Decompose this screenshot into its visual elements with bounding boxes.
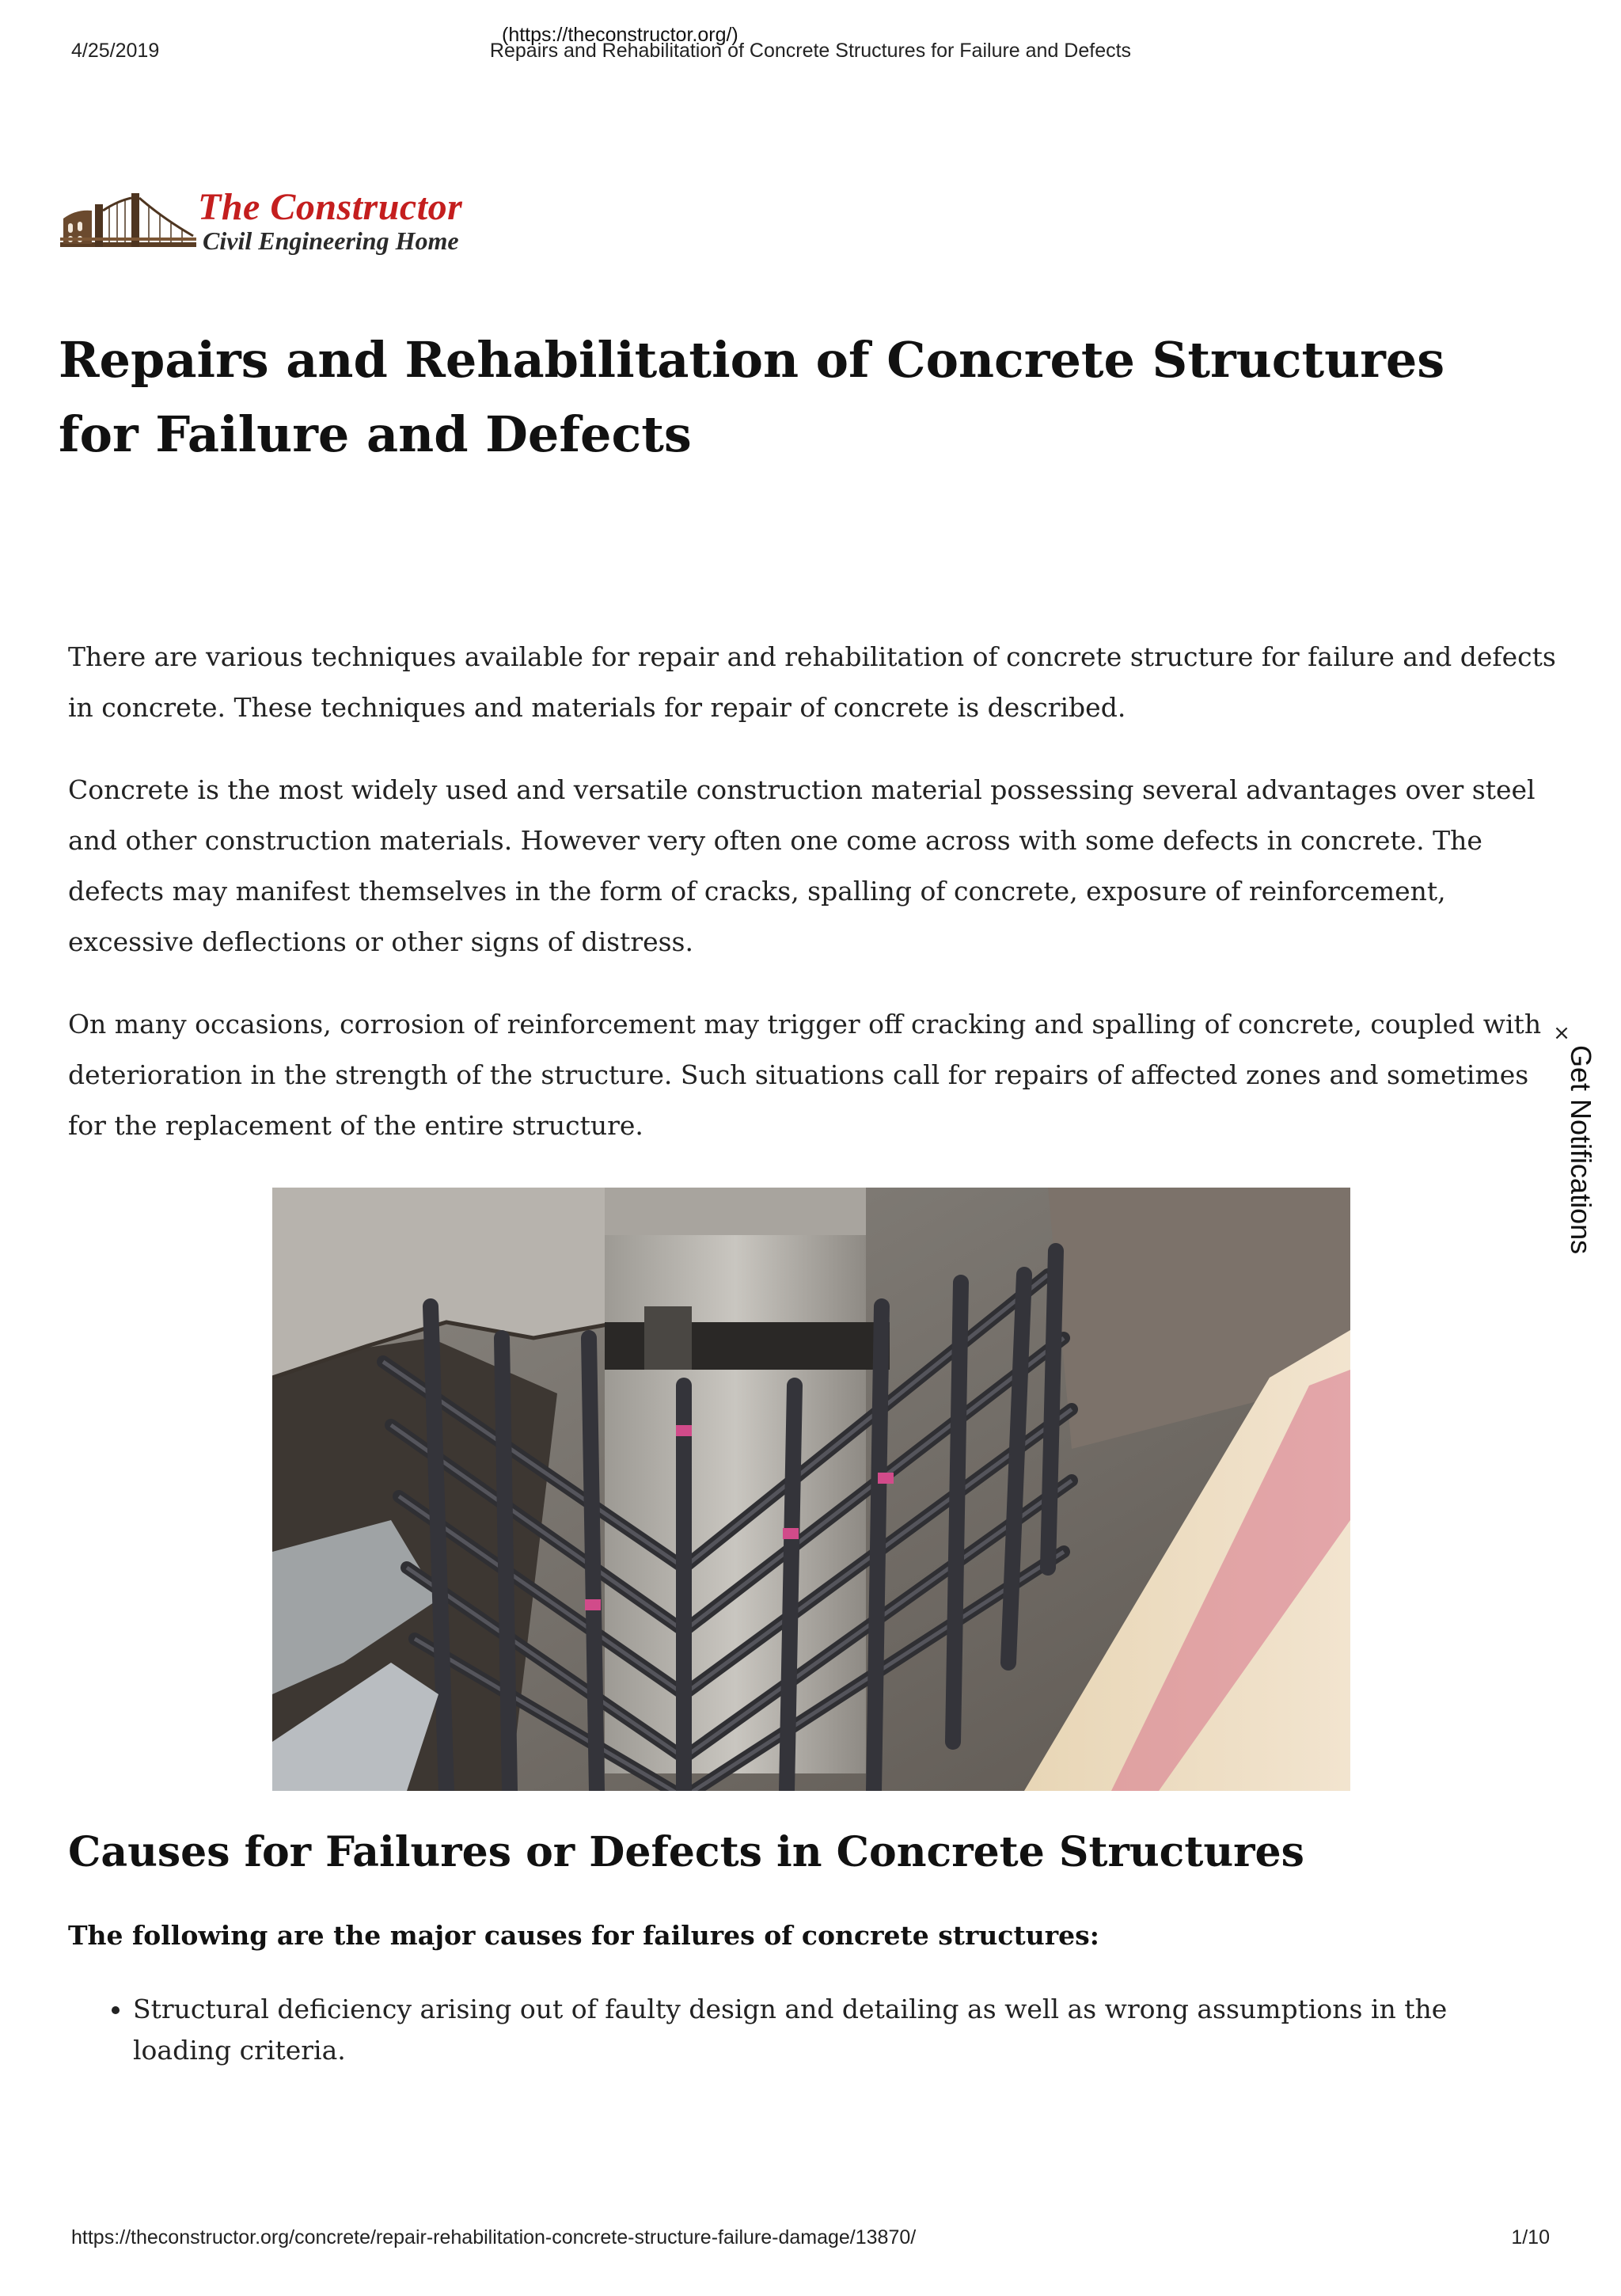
print-url: https://theconstructor.org/concrete/repair-rehabilitation-concrete-structure-failure-damage/13870/ xyxy=(71,2226,917,2248)
page-title: Repairs and Rehabilitation of Concrete Structures for Failure and Defects xyxy=(59,331,1445,463)
close-icon[interactable]: × xyxy=(1553,1021,1570,1045)
brand-tagline: Civil Engineering Home xyxy=(203,226,459,255)
page-number: 1/10 xyxy=(1511,2226,1550,2248)
paragraph-concrete-overview: Concrete is the most widely used and versatile construction material possessing several advantages over steel and other construction materials. However very often one come across with some defects in concrete. The defects may manifest themselves in the form of cracks, spalling of concrete, exposure of reinforcement, excessive deflections or other signs of distress. xyxy=(68,774,1536,957)
causes-list xyxy=(95,1989,1526,2071)
causes-lead: The following are the major causes for failures of concrete structures: xyxy=(68,1920,1099,1951)
brand-name: The Constructor xyxy=(198,186,463,228)
print-date: 4/25/2019 xyxy=(71,40,160,62)
rebar-cage-illustration xyxy=(272,1188,1350,1791)
column-jacketing-photo xyxy=(272,1188,1350,1791)
notifications-tab[interactable] xyxy=(1534,1021,1597,1259)
print-header xyxy=(0,40,1621,71)
list-item: • Structural deficiency arising out of faulty design and detailing as well as wrong assumptions in the loading criteria. xyxy=(133,1989,1526,2071)
print-footer xyxy=(0,2226,1621,2258)
colosseum-bridge-logo-icon xyxy=(60,187,196,257)
get-notifications-label[interactable]: Get Notifications xyxy=(1565,1045,1597,1255)
print-title: Repairs and Rehabilitation of Concrete Structures for Failure and Defects xyxy=(489,40,1132,62)
paragraph-intro: There are various techniques available for repair and rehabilitation of concrete structure for failure and defects in concrete. These techniques and materials for repair of concrete is described. xyxy=(68,641,1556,723)
site-logo[interactable] xyxy=(60,184,494,263)
logo-link-url[interactable]: (https://theconstructor.org/) xyxy=(502,24,738,46)
site-header xyxy=(60,184,494,263)
section-heading-causes: Causes for Failures or Defects in Concrete Structures xyxy=(68,1828,1304,1876)
paragraph-corrosion: On many occasions, corrosion of reinforcement may trigger off cracking and spalling of concrete, coupled with deterioration in the strength of the structure. Such situations call for repairs of affected zones and sometimes for the replacement of the entire structure. xyxy=(68,1009,1542,1141)
